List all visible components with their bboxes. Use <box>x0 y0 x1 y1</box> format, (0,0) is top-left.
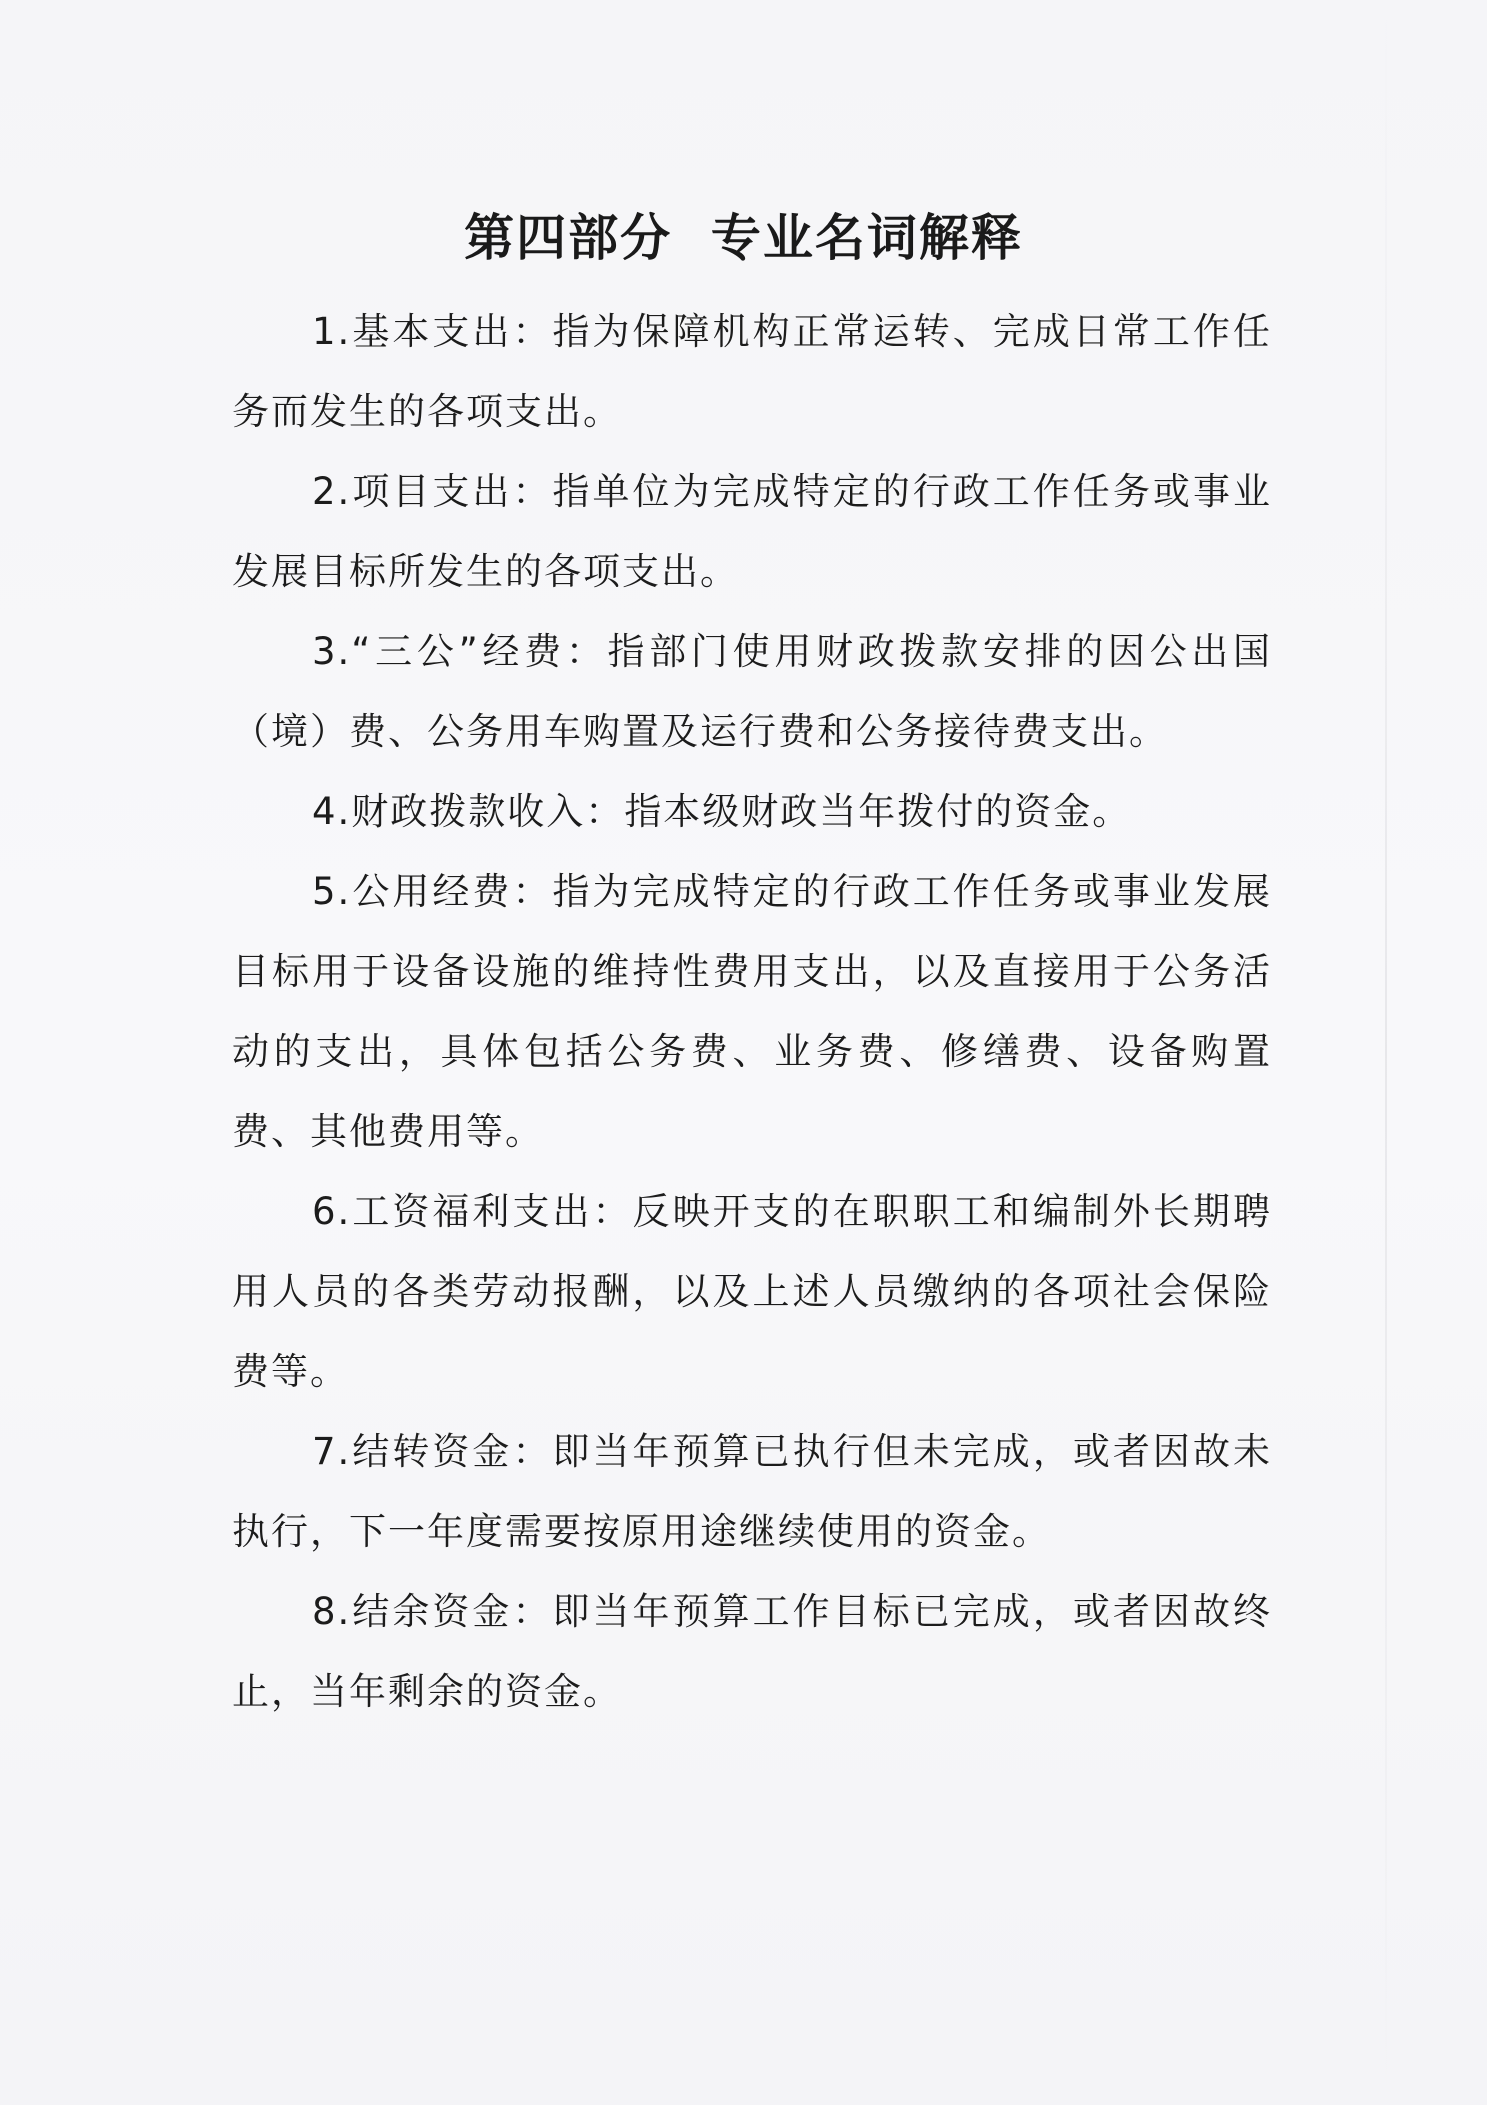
definition-text: 反映开支的在职职工和编制外长期聘用人员的各类劳动报酬，以及上述人员缴纳的各项社会保险费等。 <box>232 1190 1272 1393</box>
scan-edge-shadow <box>1385 0 1387 2105</box>
definition-item <box>232 772 1272 852</box>
definition-item <box>232 452 1272 612</box>
definition-text: 即当年预算已执行但未完成，或者因故未执行，下一年度需要按原用途继续使用的资金。 <box>232 1430 1272 1553</box>
definition-term: 4.财政拨款收入： <box>312 790 625 833</box>
definition-item <box>232 1172 1272 1412</box>
definition-text: 即当年预算工作目标已完成，或者因故终止，当年剩余的资金。 <box>232 1590 1272 1713</box>
definition-text: 指单位为完成特定的行政工作任务或事业发展目标所发生的各项支出。 <box>232 470 1272 593</box>
definition-item <box>232 1572 1272 1732</box>
definition-text: 指为完成特定的行政工作任务或事业发展目标用于设备设施的维持性费用支出，以及直接用于公务活动的支出，具体包括公务费、业务费、修缮费、设备购置费、其他费用等。 <box>232 870 1272 1153</box>
definition-term: 3.“三公”经费： <box>312 630 608 673</box>
definition-term: 7.结转资金： <box>312 1430 553 1473</box>
definitions-list <box>232 292 1272 1732</box>
definition-term: 1.基本支出： <box>312 310 553 353</box>
page-title: 第四部分 专业名词解释 <box>464 209 1023 267</box>
definition-item <box>232 612 1272 772</box>
definition-text: 指部门使用财政拨款安排的因公出国（境）费、公务用车购置及运行费和公务接待费支出。 <box>232 630 1273 753</box>
definition-term: 2.项目支出： <box>312 470 553 513</box>
definition-item <box>232 1412 1272 1572</box>
definition-term: 6.工资福利支出： <box>312 1190 633 1233</box>
definition-term: 8.结余资金： <box>312 1590 553 1633</box>
definition-item <box>232 292 1272 452</box>
definition-term: 5.公用经费： <box>312 870 553 913</box>
definition-item <box>232 852 1272 1172</box>
definition-text: 指为保障机构正常运转、完成日常工作任务而发生的各项支出。 <box>232 310 1272 433</box>
definition-text: 指本级财政当年拨付的资金。 <box>624 790 1132 833</box>
